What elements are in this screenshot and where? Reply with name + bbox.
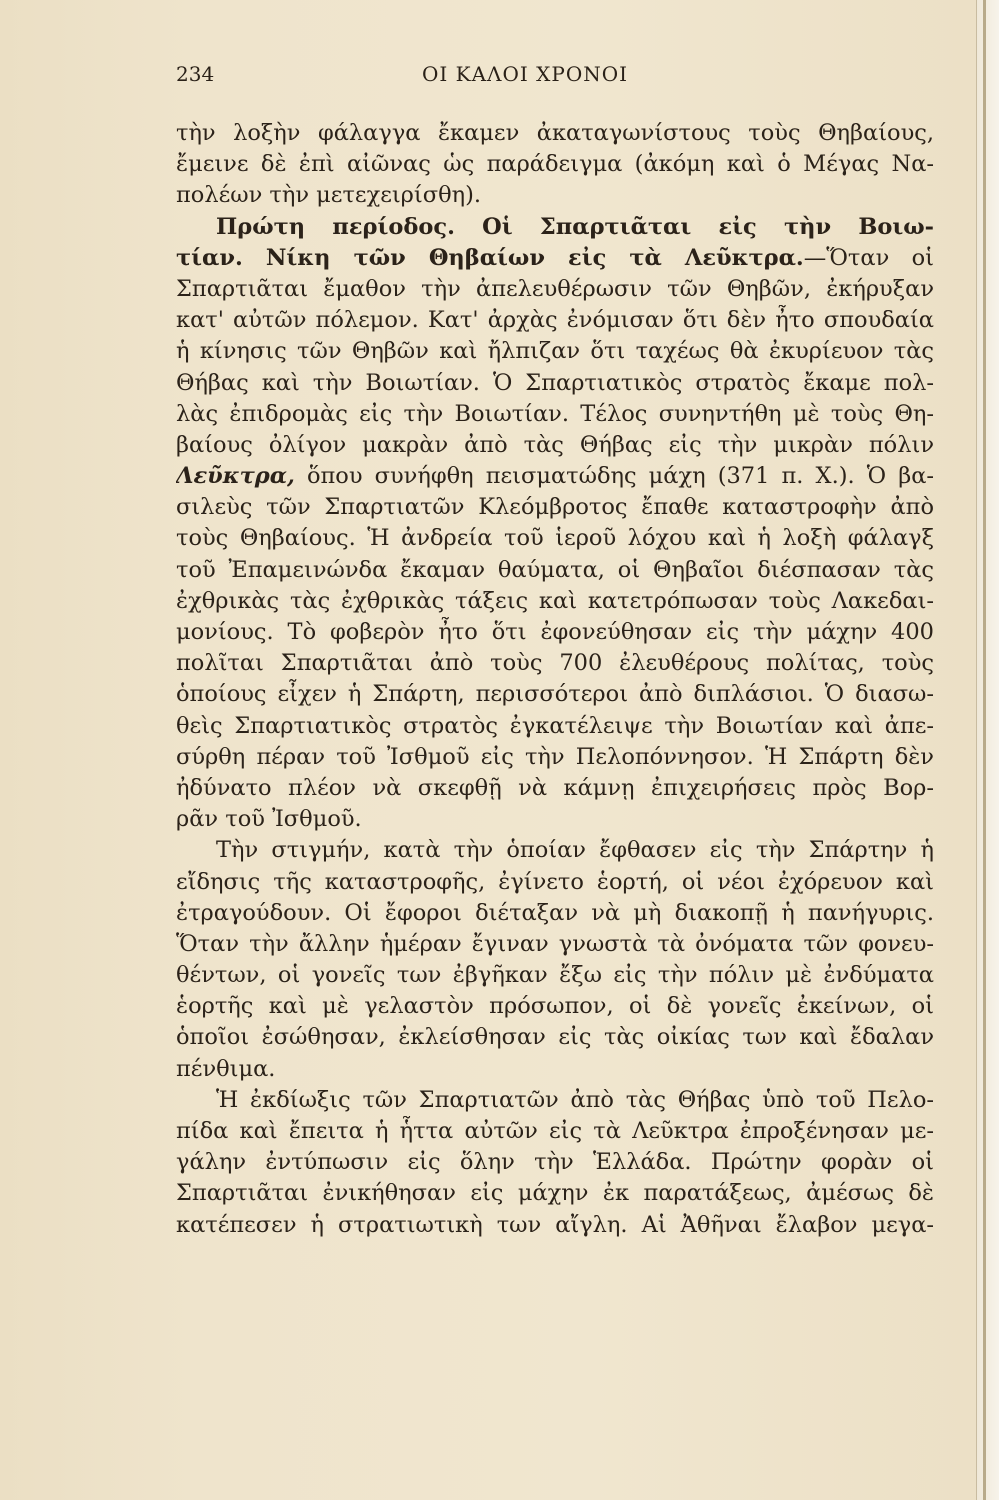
text-line: Θήβας καὶ τὴν Βοιωτίαν. Ὁ Σπαρτιατικὸς στρατὸς ἔκαμε πολ- bbox=[176, 369, 934, 396]
text-line: ἠδύνατο πλέον νὰ σκεφθῇ νὰ κάμνῃ ἐπιχειρήσεις πρὸς Βορ- bbox=[176, 774, 934, 801]
text-line: πολῖται Σπαρτιᾶται ἀπὸ τοὺς 700 ἐλευθέρους πολίτας, τοὺς bbox=[176, 650, 934, 677]
text-line: ἐτραγούδουν. Οἱ ἔφοροι διέταξαν νὰ μὴ διακοπῇ ἡ πανήγυρις. bbox=[176, 899, 934, 926]
text-line: τοὺς Θηβαίους. Ἡ ἀνδρεία τοῦ ἱεροῦ λόχου καὶ ἡ λοξὴ φάλαγξ bbox=[176, 525, 934, 552]
paragraph-start: Ἡ ἐκδίωξις τῶν Σπαρτιατῶν ἀπὸ τὰς Θήβας ὑπὸ τοῦ Πελο- bbox=[216, 1086, 934, 1113]
text-line: κατέπεσεν ἡ στρατιωτικὴ των αἴγλη. Αἱ Ἀθῆναι ἔλαβον μεγα- bbox=[176, 1211, 934, 1238]
page-gutter bbox=[976, 0, 999, 1500]
leuktra-emphasis: Λεῦκτρα, bbox=[176, 463, 295, 490]
text-line: ἐχθρικὰς τὰς ἐχθρικὰς τάξεις καὶ κατετρόπωσαν τοὺς Λακεδαι- bbox=[176, 587, 934, 614]
text-line: κατ' αὐτῶν πόλεμον. Κατ' ἀρχὰς ἐνόμισαν ὅτι δὲν ἦτο σπουδαία bbox=[176, 307, 934, 334]
text-line: σιλεὺς τῶν Σπαρτιατῶν Κλεόμβροτος ἔπαθε καταστροφὴν ἀπὸ bbox=[176, 494, 934, 521]
text-line: ἑορτῆς καὶ μὲ γελαστὸν πρόσωπον, οἱ δὲ γονεῖς ἐκείνων, οἱ bbox=[176, 993, 934, 1020]
text-line: ὁποῖοι ἐσώθησαν, ἐκλείσθησαν εἰς τὰς οἰκίας των καὶ ἔδαλαν bbox=[176, 1024, 934, 1051]
section-heading: Πρώτη περίοδος. Οἱ Σπαρτιᾶται εἰς τὴν Βοιω- bbox=[216, 213, 934, 240]
text-line-heading-continued bbox=[176, 243, 934, 274]
text-line: ὁποίους εἶχεν ἡ Σπάρτη, περισσότεροι ἀπὸ διπλάσιοι. Ὁ διασω- bbox=[176, 681, 934, 708]
text-line: ἔμεινε δὲ ἐπὶ αἰῶνας ὡς παράδειγμα (ἀκόμη καὶ ὁ Μέγας Να- bbox=[176, 151, 934, 178]
text-line: θέντων, οἱ γονεῖς των ἐβγῆκαν ἔξω εἰς τὴν πόλιν μὲ ἐνδύματα bbox=[176, 962, 934, 989]
text-line: πένθιμα. bbox=[176, 1055, 276, 1082]
binding-fold bbox=[983, 0, 986, 1500]
text-line: Σπαρτιᾶται ἔμαθον τὴν ἀπελευθέρωσιν τῶν Θηβῶν, ἐκήρυξαν bbox=[176, 275, 934, 302]
text-line: τὴν λοξὴν φάλαγγα ἔκαμεν ἀκαταγωνίστους τοὺς Θηβαίους, bbox=[176, 120, 934, 146]
body-text bbox=[176, 118, 934, 1241]
paragraph-start: Τὴν στιγμήν, κατὰ τὴν ὁποίαν ἔφθασεν εἰς τὴν Σπάρτην ἡ bbox=[216, 837, 934, 864]
text-line-leuktra bbox=[176, 461, 934, 492]
text-line: μονίους. Τὸ φοβερὸν ἦτο ὅτι ἐφονεύθησαν εἰς τὴν μάχην 400 bbox=[176, 619, 934, 645]
section-heading-continued: τίαν. Νίκη τῶν Θηβαίων εἰς τὰ Λεῦκτρα. bbox=[176, 244, 804, 271]
running-title: ΟΙ ΚΑΛΟΙ ΧΡΟΝΟΙ bbox=[422, 62, 629, 86]
text-line: ἡ κίνησις τῶν Θηβῶν καὶ ἤλπιζαν ὅτι ταχέως θὰ ἐκυρίευον τὰς bbox=[176, 338, 934, 365]
text-line: ρᾶν τοῦ Ἰσθμοῦ. bbox=[176, 806, 362, 833]
text-line: πίδα καὶ ἔπειτα ἡ ἧττα αὐτῶν εἰς τὰ Λεῦκτρα ἐπροξένησαν με- bbox=[176, 1118, 934, 1144]
leuktra-line-rest: ὅπου συνήφθη πεισματώδης μάχη (371 π. Χ.). Ὁ βα- bbox=[294, 463, 934, 490]
text-line: βαίους ὀλίγον μακρὰν ἀπὸ τὰς Θήβας εἰς τὴν μικρὰν πόλιν bbox=[176, 431, 934, 458]
text-line: Ὅταν τὴν ἄλλην ἡμέραν ἔγιναν γνωστὰ τὰ ὀνόματα τῶν φονευ- bbox=[176, 930, 934, 957]
text-line: γάλην ἐντύπωσιν εἰς ὅλην τὴν Ἑλλάδα. Πρώτην φορὰν οἱ bbox=[176, 1149, 934, 1176]
text-line: Σπαρτιᾶται ἐνικήθησαν εἰς μάχην ἐκ παρατάξεως, ἀμέσως δὲ bbox=[176, 1180, 934, 1207]
text-line: πολέων τὴν μετεχειρίσθη). bbox=[176, 182, 482, 209]
text-line: θεὶς Σπαρτιατικὸς στρατὸς ἐγκατέλειψε τὴν Βοιωτίαν καὶ ἀπε- bbox=[176, 712, 934, 739]
heading-following-text: —Ὅταν οἱ bbox=[803, 244, 934, 271]
text-line: τοῦ Ἐπαμεινώνδα ἔκαμαν θαύματα, οἱ Θηβαῖοι διέσπασαν τὰς bbox=[176, 556, 934, 583]
page-number: 234 bbox=[176, 62, 215, 86]
page-header bbox=[176, 62, 935, 92]
text-line: εἴδησις τῆς καταστροφῆς, ἐγίνετο ἑορτή, οἱ νέοι ἐχόρευον καὶ bbox=[176, 868, 934, 895]
text-line: λὰς ἐπιδρομὰς εἰς τὴν Βοιωτίαν. Τέλος συνηντήθη μὲ τοὺς Θη- bbox=[176, 400, 934, 427]
text-line: σύρθη πέραν τοῦ Ἰσθμοῦ εἰς τὴν Πελοπόννησον. Ἡ Σπάρτη δὲν bbox=[176, 743, 934, 770]
